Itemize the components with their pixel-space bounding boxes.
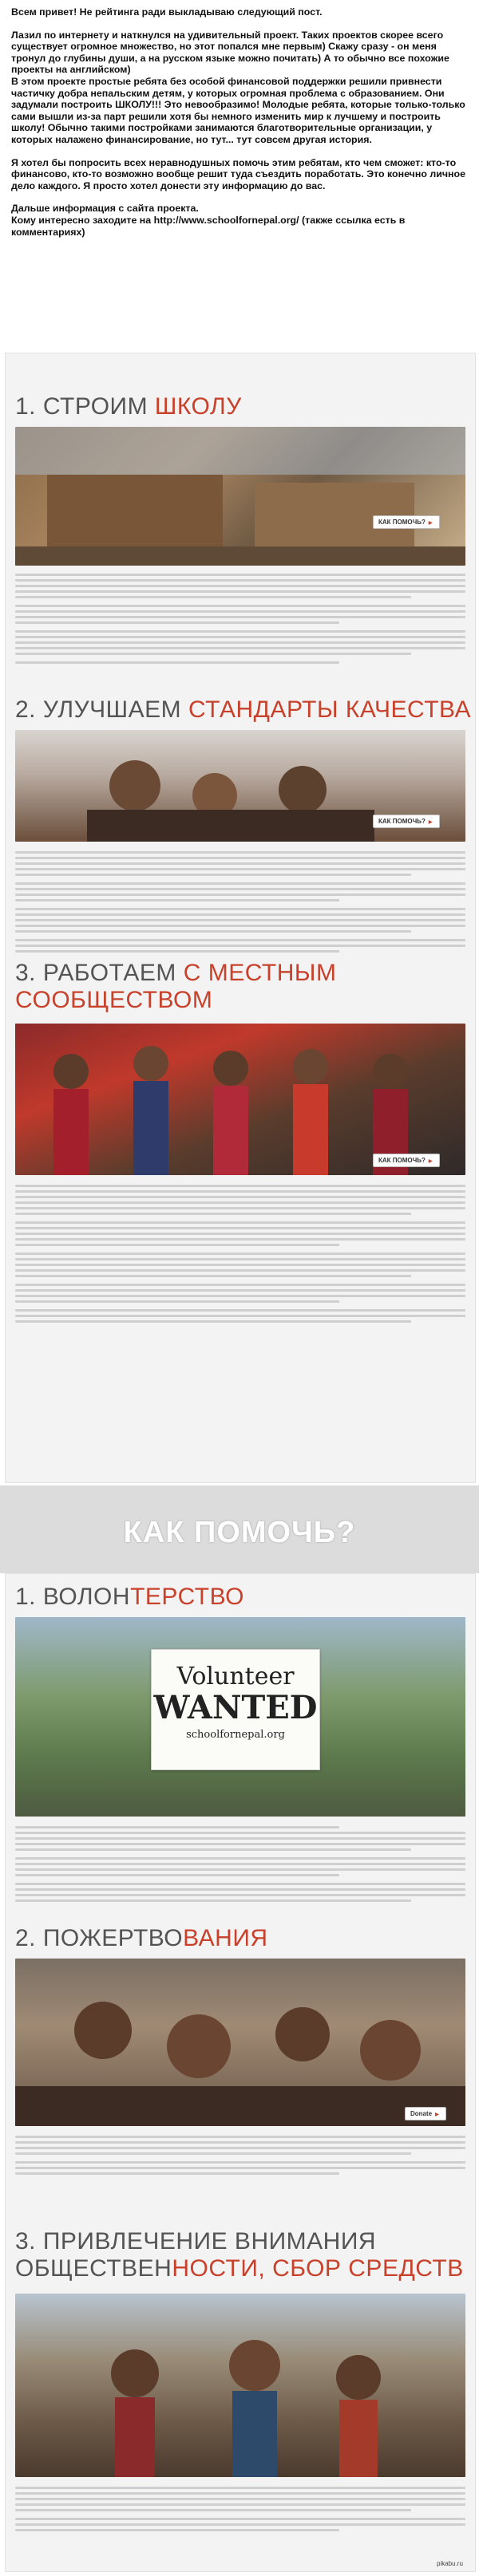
community-photo [15, 1024, 465, 1175]
section-heading-quality: 2. УЛУЧШАЕМ СТАНДАРТЫ КАЧЕСТВА [15, 696, 472, 723]
section-heading-build: 1. СТРОИМ ШКОЛУ [15, 393, 242, 420]
sign-line-2: WANTED [153, 1689, 318, 1726]
intro-line: Лазил по интернету и наткнулся на удивительный проект. Таких проектов скорее всего существует огромное множество, но этот попался мне первым) Скажу сразу - он меня тронул до глубины души, а на русском языке можно почитать) А то обычно все похожие проекты на английском) [11, 29, 449, 76]
section-body-text [15, 574, 465, 670]
how-to-help-band [0, 1485, 479, 1573]
project-sheet [5, 353, 476, 1483]
community-photo-art [15, 1024, 465, 1175]
intro-line: Всем привет! Не рейтинга ради выкладываю следующий пост. [11, 6, 323, 18]
intro-line: Дальше информация с сайта проекта. [11, 203, 199, 215]
awareness-photo [15, 2294, 465, 2477]
section-heading-donate: 2. ПОЖЕРТВОВАНИЯ [15, 1925, 268, 1951]
intro-line: Кому интересно заходите на http://www.schoolfornepal.org/ (также ссылка есть в комментариях) [11, 214, 406, 238]
sign-line-3: schoolfornepal.org [186, 1729, 285, 1741]
intro-line: Я хотел бы попросить всех неравнодушных помочь этим ребятам, кто чем сможет: кто-то финансово, кто-то возможно вообще решит туда съездить поработать. Это конечно личное дело каждого. Я просто хотел донести эту информацию до вас. [11, 156, 465, 191]
intro-text [0, 0, 479, 375]
section-body-text [15, 2487, 465, 2538]
section-heading-community: 3. РАБОТАЕМ С МЕСТНЫМ СООБЩЕСТВОМ [15, 960, 337, 1013]
volunteer-sign [151, 1649, 320, 1770]
section-body-text [15, 1185, 465, 1329]
section-body-text [15, 2136, 465, 2181]
section-body-text [15, 851, 465, 959]
sign-line-1: Volunteer [176, 1663, 295, 1690]
how-to-help-button[interactable]: КАК ПОМОЧЬ? ▶ [373, 1154, 440, 1167]
donate-photo-art [15, 1959, 465, 2126]
donate-photo [15, 1959, 465, 2126]
watermark: pikabu.ru [437, 2560, 463, 2567]
school-photo [15, 427, 465, 566]
section-heading-volunteer: 1. ВОЛОНТЕРСТВО [15, 1584, 244, 1610]
help-sheet [5, 1573, 476, 2572]
volunteer-photo [15, 1617, 465, 1817]
section-heading-awareness: 3. ПРИВЛЕЧЕНИЕ ВНИМАНИЯ ОБЩЕСТВЕННОСТИ, СБОР СРЕДСТВ [15, 2228, 464, 2282]
band-title: КАК ПОМОЧЬ? [123, 1516, 356, 1549]
donate-button[interactable]: Donate ▶ [405, 2107, 446, 2120]
school-photo-art [15, 427, 465, 566]
section-body-text [15, 1826, 465, 1908]
intro-line: В этом проекте простые ребята без особой финансовой поддержки решили привнести частичку добра непальским детям, у которых огромная проблема с образованием. Они задумали построить ШКОЛУ!!! Это невообразимо! Молодые ребята, которые только-только сами вышли из-за парт решили хотя бы немного изменить мир к лучшему и построить школу! Обычно такими постройками занимаются благотворительные организации, у которых налажено финансирование, но тут... тут совсем другая история. [11, 75, 465, 145]
how-to-help-button[interactable]: КАК ПОМОЧЬ? ▶ [373, 815, 440, 828]
how-to-help-button[interactable]: КАК ПОМОЧЬ? ▶ [373, 515, 440, 529]
awareness-photo-art [15, 2294, 465, 2477]
